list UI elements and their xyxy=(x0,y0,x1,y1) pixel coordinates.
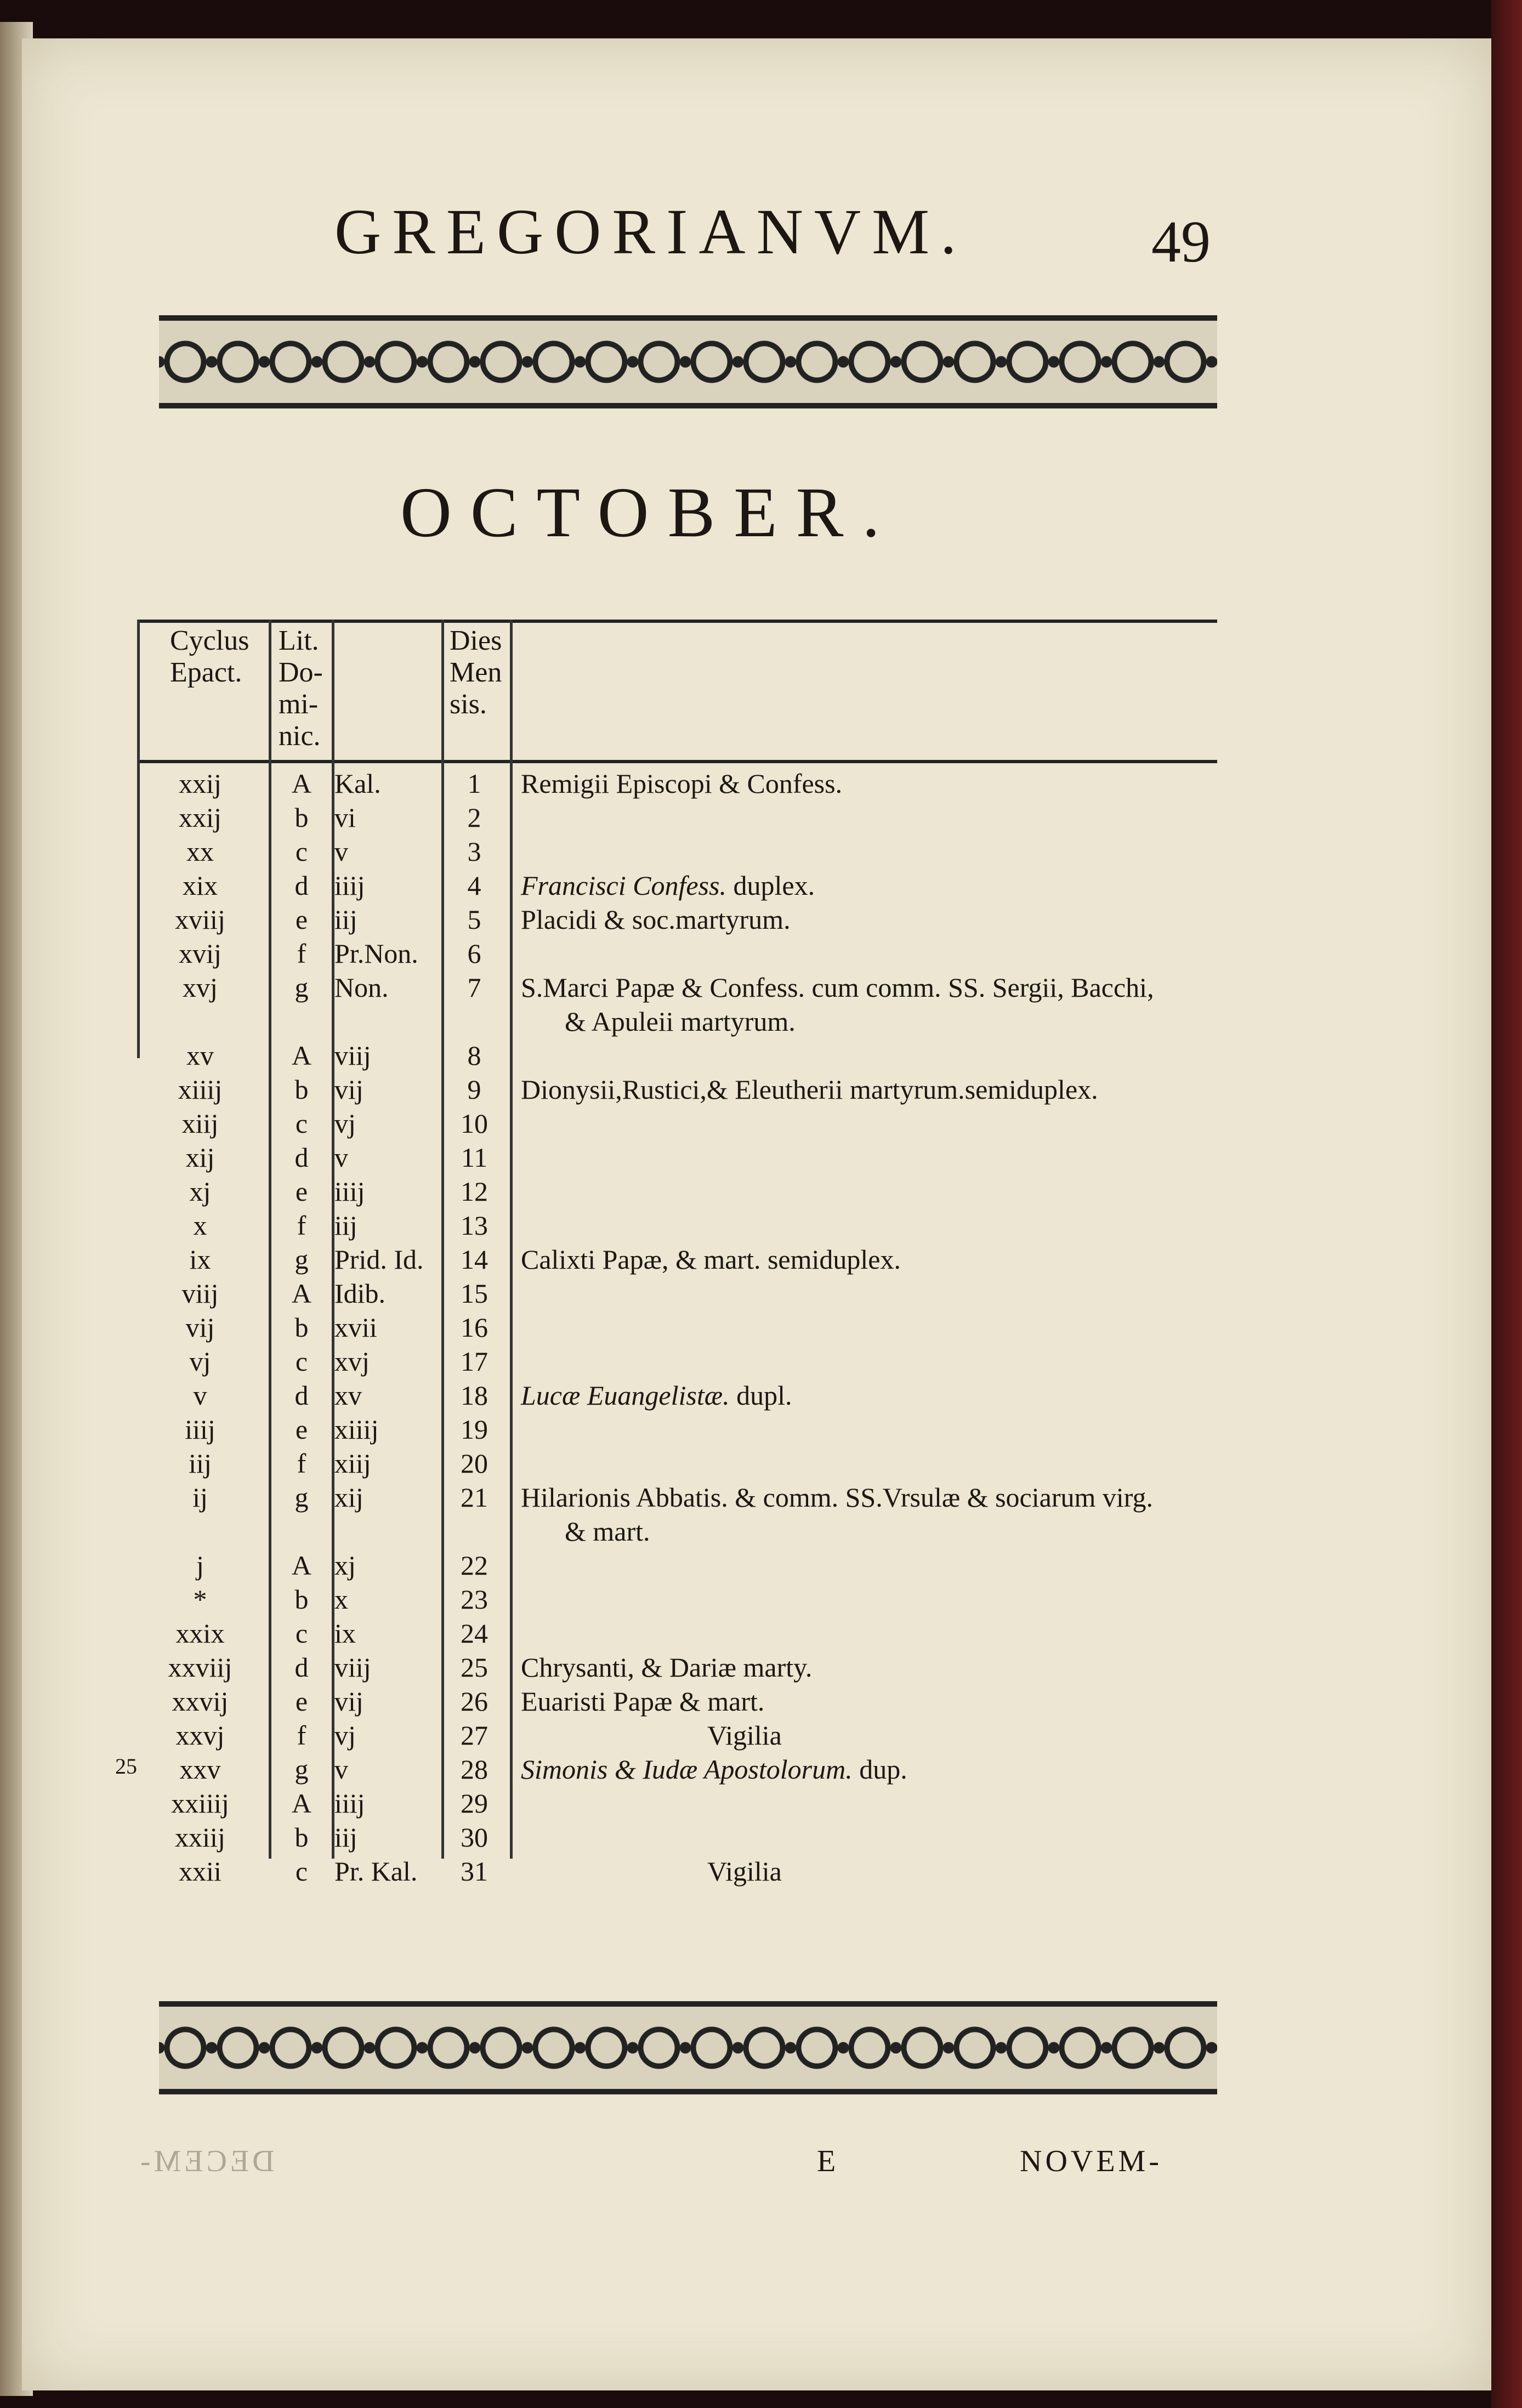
feast-cell xyxy=(707,1719,782,1751)
feast-text: Hilarionis Abbatis. & comm. SS.Vrsulæ & sociarum virg. xyxy=(521,1482,1154,1513)
cyclus-cell: xij xyxy=(185,1142,215,1173)
header-dies-line: Men xyxy=(450,657,502,688)
roman-date-cell: xiij xyxy=(334,1448,371,1479)
feast-cell xyxy=(521,972,1154,1003)
header-dies-line: Dies xyxy=(450,625,502,656)
cyclus-cell: iij xyxy=(189,1448,212,1479)
roman-date-cell: Pr.Non. xyxy=(334,938,418,969)
day-cell: 10 xyxy=(461,1108,488,1139)
cyclus-cell: iiij xyxy=(185,1414,215,1445)
feast-cell xyxy=(521,1481,1153,1513)
feast-cell xyxy=(521,1753,907,1785)
day-cell: 17 xyxy=(461,1346,488,1377)
cyclus-cell: xxvj xyxy=(175,1720,225,1751)
table-row xyxy=(137,1277,1217,1310)
table-row xyxy=(137,1413,1217,1446)
catchword: NOVEM- xyxy=(1020,2144,1162,2178)
cyclus-cell: xv xyxy=(186,1040,214,1071)
feast-cell xyxy=(521,1651,812,1683)
day-cell: 9 xyxy=(467,1074,481,1105)
litera-cell: g xyxy=(294,1244,309,1275)
day-cell: 23 xyxy=(461,1584,488,1615)
table-row xyxy=(137,904,1217,936)
cyclus-cell: xvj xyxy=(183,972,218,1003)
litera-cell: d xyxy=(294,1142,309,1173)
day-cell: 25 xyxy=(461,1652,488,1683)
feast-cell xyxy=(521,1685,764,1717)
feast-cell xyxy=(521,904,791,935)
cyclus-cell: xxv xyxy=(179,1754,221,1785)
cyclus-cell: xvij xyxy=(179,938,222,969)
table-row xyxy=(137,1108,1217,1140)
feast-cell xyxy=(521,870,815,901)
litera-cell: g xyxy=(294,1754,309,1785)
feast-text: Placidi & soc.martyrum. xyxy=(521,904,791,935)
roman-date-cell: vij xyxy=(334,1074,364,1105)
ghost-catchword: DECEM- xyxy=(137,2144,275,2178)
roman-date-cell: v xyxy=(334,1754,348,1785)
cyclus-cell: xxii xyxy=(179,1856,222,1887)
feast-text: dup. xyxy=(852,1754,907,1785)
litera-cell: e xyxy=(295,1176,308,1207)
feast-text-continuation: & Apuleii martyrum. xyxy=(565,1006,796,1037)
roman-date-cell: xv xyxy=(334,1380,362,1411)
margin-number: 25 xyxy=(115,1754,137,1779)
cyclus-cell: xx xyxy=(186,836,214,867)
cyclus-cell: xviij xyxy=(175,904,225,935)
cyclus-cell: xxix xyxy=(175,1618,225,1649)
day-cell: 16 xyxy=(461,1312,488,1343)
litera-cell: d xyxy=(294,870,309,901)
header-litera-line: nic. xyxy=(279,720,321,752)
table-row xyxy=(137,1447,1217,1480)
litera-cell: e xyxy=(295,1686,308,1717)
table-row xyxy=(137,1175,1217,1208)
feast-text: S.Marci Papæ & Confess. cum comm. SS. Sergii, Bacchi, xyxy=(521,972,1154,1003)
roman-date-cell: vij xyxy=(334,1686,364,1717)
table-row xyxy=(137,1243,1217,1276)
roman-date-cell: xvii xyxy=(334,1312,377,1343)
cyclus-cell: * xyxy=(193,1584,207,1615)
signature-mark: E xyxy=(817,2144,839,2178)
calendar-table xyxy=(115,620,1217,1887)
table-row xyxy=(137,870,1217,902)
header-litera-line: Lit. xyxy=(279,625,319,656)
litera-cell: c xyxy=(295,1346,308,1377)
day-cell: 6 xyxy=(467,938,481,969)
litera-cell: f xyxy=(297,938,306,969)
litera-cell: A xyxy=(291,1040,312,1071)
day-cell: 21 xyxy=(461,1482,488,1513)
header-dies xyxy=(450,625,502,720)
day-cell: 28 xyxy=(461,1754,488,1785)
cyclus-cell: xiiij xyxy=(178,1074,223,1105)
day-cell: 11 xyxy=(461,1142,488,1173)
feast-italic-text: Simonis & Iudæ Apostolorum. xyxy=(521,1754,853,1785)
table-row xyxy=(137,802,1217,834)
litera-cell: c xyxy=(295,1856,308,1887)
roman-date-cell: xiiij xyxy=(334,1414,379,1445)
day-cell: 27 xyxy=(461,1720,488,1751)
litera-cell: c xyxy=(295,1108,308,1139)
roman-date-cell: xij xyxy=(334,1482,364,1513)
header-cyclus xyxy=(170,625,249,689)
litera-cell: b xyxy=(294,1074,309,1105)
roman-date-cell: xvj xyxy=(334,1346,370,1377)
table-row xyxy=(137,1379,1217,1412)
cyclus-cell: j xyxy=(196,1550,204,1581)
roman-date-cell: Prid. Id. xyxy=(334,1244,424,1275)
cyclus-cell: ix xyxy=(189,1244,211,1275)
day-cell: 20 xyxy=(461,1448,488,1479)
day-cell: 8 xyxy=(467,1040,481,1071)
roman-date-cell: ix xyxy=(334,1618,356,1649)
day-cell: 15 xyxy=(461,1278,488,1309)
roman-date-cell: iij xyxy=(334,904,357,935)
running-head: GREGORIANVM. xyxy=(334,196,968,268)
feast-text: Chrysanti, & Dariæ marty. xyxy=(521,1652,813,1683)
litera-cell: f xyxy=(297,1448,306,1479)
table-row xyxy=(137,1617,1217,1650)
roman-date-cell: iiij xyxy=(334,870,365,901)
day-cell: 1 xyxy=(467,768,481,799)
day-cell: 19 xyxy=(461,1414,488,1445)
table-row xyxy=(137,1855,1217,1888)
cyclus-cell: xj xyxy=(189,1176,211,1207)
day-cell: 30 xyxy=(461,1822,488,1853)
litera-cell: A xyxy=(291,768,312,799)
litera-cell: d xyxy=(294,1380,309,1411)
cyclus-cell: v xyxy=(193,1380,207,1411)
roman-date-cell: vj xyxy=(334,1108,356,1139)
table-row xyxy=(137,1821,1217,1854)
table-row xyxy=(137,1141,1217,1174)
table-row xyxy=(137,1074,1217,1106)
day-cell: 14 xyxy=(461,1244,488,1275)
feast-text: duplex. xyxy=(726,870,815,901)
table-row xyxy=(115,1753,1217,1786)
table-top-rule xyxy=(137,620,1217,623)
day-cell: 29 xyxy=(461,1788,488,1819)
litera-cell: d xyxy=(294,1652,309,1683)
book-edge xyxy=(1491,0,1522,2408)
roman-date-cell: Idib. xyxy=(334,1278,386,1309)
litera-cell: b xyxy=(294,802,309,833)
feast-text: dupl. xyxy=(729,1380,792,1411)
litera-cell: c xyxy=(295,1618,308,1649)
cyclus-cell: xix xyxy=(183,870,218,901)
day-cell: 26 xyxy=(461,1686,488,1717)
roman-date-cell: Non. xyxy=(334,972,389,1003)
header-litera xyxy=(279,625,323,752)
roman-date-cell: iiij xyxy=(334,1176,365,1207)
roman-date-cell: iij xyxy=(334,1210,357,1241)
cyclus-cell: xiij xyxy=(181,1108,219,1139)
roman-date-cell: iij xyxy=(334,1822,357,1853)
litera-cell: g xyxy=(294,972,309,1003)
day-cell: 24 xyxy=(461,1618,488,1649)
table-row xyxy=(137,938,1217,970)
feast-italic-text: Francisci Confess. xyxy=(521,870,726,901)
table-row xyxy=(137,768,1217,800)
cyclus-cell: x xyxy=(193,1210,207,1241)
page-number: 49 xyxy=(1151,209,1211,275)
cyclus-cell: viij xyxy=(181,1278,219,1309)
day-cell: 5 xyxy=(467,904,481,935)
day-cell: 7 xyxy=(467,972,481,1003)
roman-date-cell: v xyxy=(334,1142,348,1173)
month-title: OCTOBER. xyxy=(400,473,899,552)
roman-date-cell: Kal. xyxy=(334,768,381,799)
cyclus-cell: xxiiij xyxy=(171,1788,229,1819)
table-row xyxy=(137,1311,1217,1344)
litera-cell: A xyxy=(291,1278,312,1309)
roman-date-cell: xj xyxy=(334,1550,356,1581)
table-row xyxy=(137,1549,1217,1582)
decorative-border-bottom xyxy=(159,2001,1217,2094)
litera-cell: b xyxy=(294,1584,309,1615)
roman-date-cell: v xyxy=(334,836,348,867)
litera-cell: f xyxy=(297,1210,306,1241)
day-cell: 12 xyxy=(461,1176,488,1207)
feast-text-continuation: & mart. xyxy=(565,1516,650,1547)
cyclus-cell: vj xyxy=(189,1346,211,1377)
feast-cell xyxy=(521,1243,901,1275)
feast-cell xyxy=(707,1855,782,1887)
table-row xyxy=(137,836,1217,868)
table-row xyxy=(137,1345,1217,1378)
roman-date-cell: vi xyxy=(334,802,356,833)
table-row-continuation xyxy=(137,1515,1217,1548)
table-row xyxy=(137,1583,1217,1616)
roman-date-cell: x xyxy=(334,1584,348,1615)
feast-text: Remigii Episcopi & Confess. xyxy=(521,768,843,799)
header-cyclus-line: Epact. xyxy=(170,657,242,688)
litera-cell: c xyxy=(295,836,308,867)
feast-cell xyxy=(521,1379,792,1411)
day-cell: 22 xyxy=(461,1550,488,1581)
table-row xyxy=(137,1481,1217,1514)
feast-text: Vigilia xyxy=(707,1720,782,1751)
cyclus-cell: xxij xyxy=(179,802,222,833)
decorative-border-top xyxy=(159,315,1217,408)
litera-cell: b xyxy=(294,1822,309,1853)
table-row xyxy=(137,1040,1217,1072)
day-cell: 3 xyxy=(467,836,481,867)
cyclus-cell: xxiij xyxy=(175,1822,225,1853)
roman-date-cell: viij xyxy=(334,1652,371,1683)
feast-text: Euaristi Papæ & mart. xyxy=(521,1686,765,1717)
feast-italic-text: Lucæ Euangelistæ. xyxy=(521,1380,730,1411)
day-cell: 31 xyxy=(461,1856,488,1887)
litera-cell: A xyxy=(291,1788,312,1819)
table-row-continuation xyxy=(137,1006,1217,1038)
roman-date-cell: iiij xyxy=(334,1788,365,1819)
day-cell: 4 xyxy=(467,870,481,901)
litera-cell: b xyxy=(294,1312,309,1343)
day-cell: 13 xyxy=(461,1210,488,1241)
table-row xyxy=(137,1209,1217,1242)
day-cell: 2 xyxy=(467,802,481,833)
header-cyclus-line: Cyclus xyxy=(170,625,249,656)
feast-text: Vigilia xyxy=(707,1856,782,1887)
table-row xyxy=(137,1719,1217,1752)
roman-date-cell: viij xyxy=(334,1040,371,1071)
header-litera-line: mi- xyxy=(279,689,319,720)
roman-date-cell: Pr. Kal. xyxy=(334,1856,418,1887)
cyclus-cell: xxvij xyxy=(172,1686,229,1717)
cyclus-cell: xxviij xyxy=(168,1652,232,1683)
roman-date-cell: vj xyxy=(334,1720,356,1751)
feast-text: Calixti Papæ, & mart. semiduplex. xyxy=(521,1244,901,1275)
table-row xyxy=(137,1685,1217,1718)
cyclus-cell: xxij xyxy=(179,768,222,799)
feast-text: Dionysii,Rustici,& Eleutherii martyrum.semiduplex. xyxy=(521,1074,1098,1105)
table-row xyxy=(137,972,1217,1004)
litera-cell: f xyxy=(297,1720,306,1751)
cyclus-cell: vij xyxy=(185,1312,215,1343)
header-litera-line: Do- xyxy=(279,657,323,688)
table-row xyxy=(137,1787,1217,1820)
litera-cell: g xyxy=(294,1482,309,1513)
litera-cell: e xyxy=(295,1414,308,1445)
table-row xyxy=(137,1651,1217,1684)
feast-cell xyxy=(521,768,842,799)
litera-cell: e xyxy=(295,904,308,935)
day-cell: 18 xyxy=(461,1380,488,1411)
cyclus-cell: ij xyxy=(192,1482,208,1513)
feast-cell xyxy=(521,1074,1098,1105)
table-header-rule xyxy=(137,760,1217,763)
litera-cell: A xyxy=(291,1550,312,1581)
header-dies-line: sis. xyxy=(450,689,487,720)
